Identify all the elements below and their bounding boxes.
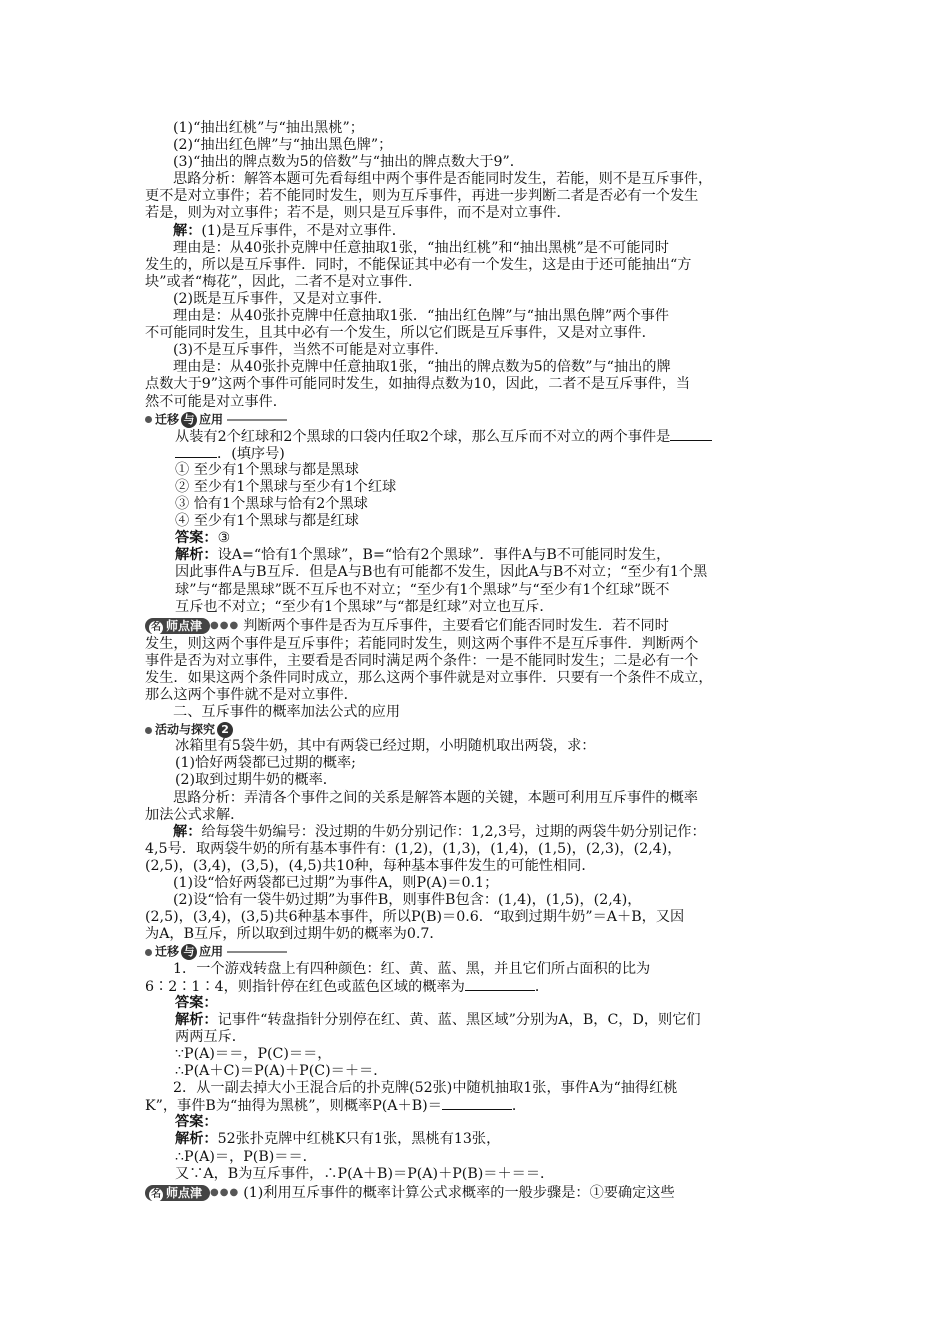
tip-badge: 名 师点津	[145, 1185, 210, 1201]
exercise1-answer: 答案：③	[175, 530, 231, 547]
text-line: (2,5)，(3,4)，(3,5)共6种基本事件，所以P(B)＝0.6．“取到过期牛奶”＝A＋B，又因	[145, 909, 685, 926]
text-line: 发生的，所以是互斥事件．同时，不能保证其中必有一个发生，这是由于还可能抽出“方	[145, 256, 692, 273]
exercise1-options	[145, 462, 815, 530]
exercise1-question: 从装有2个红球和2个黑球的口袋内任取2个球，那么互斥而不对立的两个事件是	[145, 428, 815, 445]
exercise2-answer2: 答案：	[175, 1114, 218, 1131]
solution-label: 解：	[173, 222, 202, 239]
text-line: (1)恰好两袋都已过期的概率;	[175, 755, 356, 772]
fill-blank	[465, 978, 535, 991]
exercise2-analysis2: 解析：52张扑克牌中红桃K只有1张，黑桃有13张，	[175, 1131, 501, 1148]
option-item: ① 至少有1个黑球与都是黑球	[175, 461, 359, 478]
text-line: 思路分析：弄清各个事件之间的关系是解答本题的关键，本题可利用互斥事件的概率	[173, 789, 698, 806]
problem2-solution-lines	[145, 841, 815, 944]
document-page	[145, 120, 815, 1203]
text-line: 理由是：从40张扑克牌中任意抽取1张，“抽出的牌点数为5的倍数”与“抽出的牌	[173, 359, 671, 376]
text-line: 点数大于9”这两个事件可能同时发生，如抽得点数为10，因此，二者不是互斥事件，当	[145, 376, 691, 393]
solution1-head	[145, 223, 815, 240]
text-line: (2)设“恰有一袋牛奶过期”为事件B，则事件B包含：(1,4)，(1,5)，(2,4)，	[173, 892, 642, 909]
text-line: 互斥也不对立；“至少有1个黑球”与“都是红球”对立也互斥．	[175, 598, 554, 615]
text-line: 事件是否为对立事件，主要看是否同时满足两个条件：一是不能同时发生；二是必有一个	[145, 652, 699, 669]
text-line: 球”与“都是黑球”既不互斥也不对立；“至少有1个黑球”与“至少有1个红球”既不	[175, 581, 670, 598]
option-item: ② 至少有1个黑球与至少有1个红球	[175, 478, 397, 495]
tip2-first: 名 师点津 ●●● (1)利用互斥事件的概率计算公式求概率的一般步骤是：①要确定这些	[145, 1183, 815, 1203]
badge-transfer-1	[145, 411, 815, 428]
text-line: (1)“抽出红桃”与“抽出黑桃”；	[173, 120, 364, 136]
badge-activity	[145, 721, 815, 738]
tip-badge: 名 师点津	[145, 618, 210, 634]
section-badge: 迁移 与 应用	[145, 944, 287, 958]
badge-transfer-2	[145, 943, 815, 960]
text-line: 发生．如果这两个条件同时成立，那么这两个事件就是对立事件．只要有一个条件不成立，	[145, 669, 713, 686]
fill-blank	[175, 445, 217, 458]
divider	[227, 419, 287, 421]
text-line: 块”或者“梅花”，因此，二者不是对立事件．	[145, 273, 423, 290]
dots-icon: ●●●	[210, 619, 240, 631]
text-line: 因此事件A与B互斥．但是A与B也有可能都不发生，因此A与B不对立；“至少有1个黑	[175, 564, 708, 581]
fill-blank	[670, 428, 712, 441]
text-line: 加法公式求解．	[145, 806, 245, 823]
exercise2-analysis1-lines	[145, 1029, 815, 1080]
text-line: 又∵A，B为互斥事件，∴P(A＋B)＝P(A)＋P(B)＝＋＝＝．	[175, 1165, 555, 1182]
tip1-lines	[145, 636, 815, 704]
problem2-solution: 解：给每袋牛奶编号：没过期的牛奶分别记作：1,2,3号，过期的两袋牛奶分别记作：	[173, 823, 706, 840]
tip-mark-icon: 名	[151, 1188, 161, 1200]
section-heading: 二、互斥事件的概率加法公式的应用	[173, 704, 401, 721]
text-line: (2)“抽出红色牌”与“抽出黑色牌”；	[173, 137, 393, 154]
text-line: ∵P(A)＝＝，P(C)＝＝，	[175, 1045, 332, 1062]
tip1-first: 名 师点津 ●●● 判断两个事件是否为互斥事件，主要看它们能否同时发生．若不同时	[145, 616, 815, 636]
text-line: (2)既是互斥事件，又是对立事件．	[173, 290, 392, 307]
section-badge: 活动与探究 2	[145, 722, 235, 736]
text-line: 理由是：从40张扑克牌中任意抽取1张．“抽出红色牌”与“抽出黑色牌”两个事件	[173, 308, 669, 325]
exercise2-q1: 1．一个游戏转盘上有四种颜色：红、黄、蓝、黑，并且它们所占面积的比为	[173, 960, 651, 977]
problem2-lines	[145, 738, 815, 789]
bullet-icon	[145, 416, 152, 423]
text-line: 那么这两个事件就不是对立事件．	[145, 687, 358, 703]
solution-text: (1)是互斥事件，不是对立事件．	[201, 222, 406, 239]
exercise1-analysis-lines	[145, 564, 815, 615]
exercise2-q2-cont: K”，事件B为“抽得为黑桃”，则概率P(A＋B)＝ ．	[145, 1098, 527, 1115]
text-line: (3)“抽出的牌点数为5的倍数”与“抽出的牌点数大于9”．	[173, 154, 524, 171]
text-line: 发生，则这两个事件是互斥事件；若能同时发生，则这两个事件不是互斥事件．判断两个	[145, 635, 699, 652]
text-line: ∴P(A)＝，P(B)＝＝．	[175, 1148, 317, 1165]
fill-blank	[442, 1097, 512, 1110]
bullet-icon	[145, 949, 152, 956]
exercise2-analysis1: 解析：记事件“转盘指针分别停在红、黄、蓝、黑区域”分别为A，B，C，D，则它们	[175, 1011, 701, 1028]
text-line: 理由是：从40张扑克牌中任意抽取1张，“抽出红桃”和“抽出黑桃”是不可能同时	[173, 239, 669, 256]
text-line: (2,5)，(3,4)，(3,5)，(4,5)共10种，每种基本事件发生的可能性相同．	[145, 857, 596, 874]
bullet-icon	[145, 727, 152, 734]
text-line: 为A，B互斥，所以取到过期牛奶的概率为0.7．	[145, 926, 444, 943]
section-badge: 迁移 与 应用	[145, 412, 287, 426]
text-line: 不可能同时发生，且其中必有一个发生，所以它们既是互斥事件，又是对立事件．	[145, 325, 656, 342]
divider	[227, 951, 287, 953]
exercise2-analysis2-lines	[145, 1149, 815, 1183]
exercise1-question-cont: ．(填序号)	[145, 445, 815, 462]
text-line: 思路分析：解答本题可先看每组中两个事件是否能同时发生，若能，则不是互斥事件，	[173, 171, 713, 188]
text-line: (3)不是互斥事件，当然不可能是对立事件．	[173, 342, 449, 359]
text-line: 4,5号．取两袋牛奶的所有基本事件有：(1,2)，(1,3)，(1,4)，(1,5)，(2,3)，(2,4)，	[145, 840, 682, 857]
text-line: 冰箱里有5袋牛奶，其中有两袋已经过期，小明随机取出两袋，求：	[175, 738, 596, 755]
exercise2-q1-cont: 6∶2∶1∶4，则指针停在红色或蓝色区域的概率为 ．	[145, 978, 550, 995]
text-line: 两两互斥．	[175, 1028, 246, 1045]
exercise2-q2: 2．从一副去掉大小王混合后的扑克牌(52张)中随机抽取1张，事件A为“抽得红桃	[173, 1080, 678, 1097]
text-line: 更不是对立事件；若不能同时发生，则为互斥事件，再进一步判断二者是否必有一个发生	[145, 188, 699, 205]
intro-lines	[145, 120, 815, 223]
dots-icon: ●●●	[210, 1186, 240, 1198]
text-line: (2)取到过期牛奶的概率．	[175, 772, 337, 789]
text-line: (1)设“恰好两袋都已过期”为事件A，则P(A)＝0.1；	[173, 875, 499, 892]
tip-mark-icon: 名	[151, 621, 161, 633]
exercise2-answer1: 答案：	[175, 994, 218, 1011]
exercise1-analysis: 解析：设A=“恰有1个黑球”，B=“恰有2个黑球”．事件A与B不可能同时发生，	[175, 547, 671, 564]
solution1-lines	[145, 240, 815, 411]
text-line: 若是，则为对立事件；若不是，则只是互斥事件，而不是对立事件．	[145, 205, 571, 222]
option-item: ③ 恰有1个黑球与恰有2个黑球	[175, 496, 368, 513]
text-line: 然不可能是对立事件．	[145, 393, 287, 410]
problem2-analysis	[145, 790, 815, 824]
text-line: ∴P(A＋C)＝P(A)＋P(C)＝＋＝．	[175, 1063, 388, 1080]
option-item: ④ 至少有1个黑球与都是红球	[175, 513, 359, 530]
